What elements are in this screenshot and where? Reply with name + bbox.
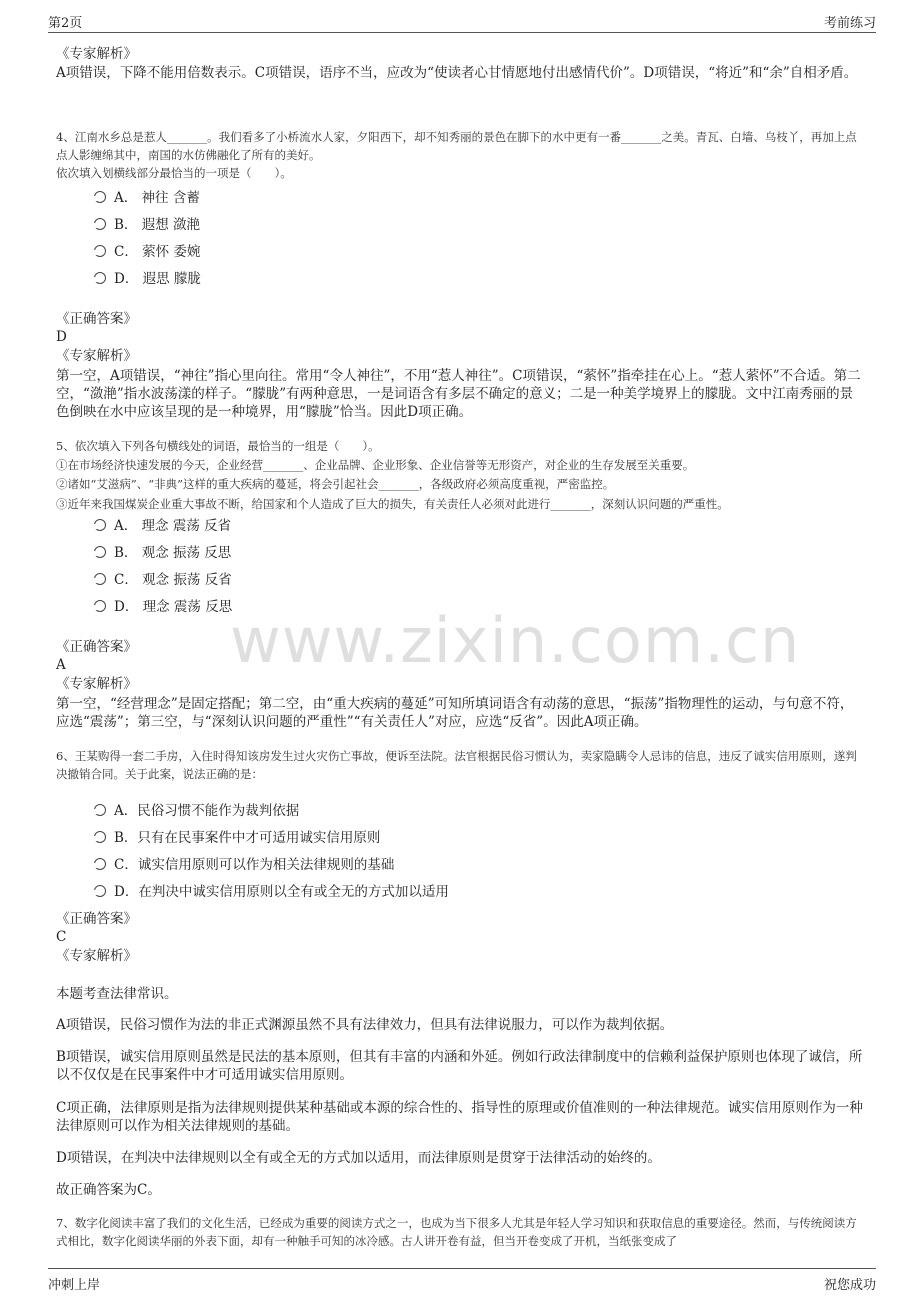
q5-answer-label: 《正确答案》 — [56, 639, 137, 655]
q5-option-a[interactable]: A． 理念 震荡 反省 — [94, 517, 231, 535]
q4-answer-label: 《正确答案》 — [56, 311, 137, 327]
q5-answer: A — [56, 657, 66, 673]
q4-stem: 4、江南水乡总是惹人_______。我们看多了小桥流水人家，夕阳西下，却不知秀丽的景色在脚下的水中更有一番_______之美。青瓦、白墙、乌枝丫，再加上点点人影缠绵其中，南国的水仿佛融化了所有的美好。 — [56, 130, 857, 162]
q5-option-d[interactable]: D． 理念 震荡 反思 — [94, 598, 232, 616]
q5-sentence-1: ①在市场经济快速发展的今天，企业经营_______、企业品牌、企业形象、企业信誉等无形资产，对企业的生存发展至关重要。 — [56, 458, 695, 472]
q5-stem: 5、依次填入下列各句横线处的词语，最恰当的一组是（ ）。 — [56, 439, 380, 453]
q5-option-c[interactable]: C． 观念 振荡 反省 — [94, 571, 232, 589]
radio-icon[interactable] — [94, 885, 106, 897]
q6-analysis-p5: D项错误，在判决中法律规则以全有或全无的方式加以适用，而法律原则是贯穿于法律活动的始终的。 — [56, 1150, 661, 1166]
radio-icon[interactable] — [94, 831, 106, 843]
q4-option-a[interactable]: A． 神往 含蓄 — [94, 189, 200, 207]
radio-icon[interactable] — [94, 519, 106, 531]
q5-sentence-3: ③近年来我国煤炭企业重大事故不断，给国家和个人造成了巨大的损失，有关责任人必须对此进行_______，深刻认识问题的严重性。 — [56, 497, 729, 511]
q6-option-b[interactable]: B．只有在民事案件中才可适用诚实信用原则 — [94, 829, 380, 847]
radio-icon[interactable] — [94, 546, 106, 558]
q4-analysis: 第一空，A项错误，“神往”指心里向往。常用“令人神往”，不用“惹人神往”。C项错误，“萦怀”指牵挂在心上。“惹人萦怀”不合适。第二空，“潋滟”指水波荡漾的样子。“朦胧”有两种意思，一是词语含有多层不确定的意义；二是一种美学境界上的朦胧。文中江南秀丽的景色倒映在水中应该呈现的是一种境界，用“朦胧”恰当。因此D项正确。 — [56, 368, 861, 420]
radio-icon[interactable] — [94, 804, 106, 816]
q4-option-b[interactable]: B． 遐想 潋滟 — [94, 216, 200, 234]
header-title: 考前练习 — [823, 16, 876, 31]
q6-analysis-p4: C项正确，法律原则是指为法律规则提供某种基础或本源的综合性的、指导性的原理或价值准则的一种法律规范。诚实信用原则作为一种法律原则可以作为相关法律规则的基础。 — [56, 1100, 863, 1134]
page-header — [48, 10, 876, 33]
radio-icon[interactable] — [94, 600, 106, 612]
radio-icon[interactable] — [94, 272, 106, 284]
q4-instruction: 依次填入划横线部分最恰当的一项是（ ）。 — [56, 166, 292, 180]
q6-analysis-p1: 本题考查法律常识。 — [56, 986, 178, 1002]
q6-analysis-p6: 故正确答案为C。 — [56, 1182, 161, 1198]
q5-sentence-2: ②诸如“艾滋病”、“非典”这样的重大疾病的蔓延，将会引起社会_______，各级政府必须高度重视，严密监控。 — [56, 477, 615, 491]
footer-right: 祝您成功 — [823, 1278, 876, 1293]
radio-icon[interactable] — [94, 858, 106, 870]
q6-option-c[interactable]: C．诚实信用原则可以作为相关法律规则的基础 — [94, 856, 394, 874]
q4-option-d[interactable]: D． 遐思 朦胧 — [94, 270, 201, 288]
radio-icon[interactable] — [94, 245, 106, 257]
q6-answer: C — [56, 929, 67, 945]
footer-left: 冲刺上岸 — [48, 1278, 101, 1293]
q5-analysis-label: 《专家解析》 — [56, 676, 137, 692]
q4-option-c[interactable]: C． 萦怀 委婉 — [94, 243, 200, 261]
q6-analysis-p2: A项错误，民俗习惯作为法的非正式渊源虽然不具有法律效力，但具有法律说服力，可以作为裁判依据。 — [56, 1017, 674, 1033]
q4-analysis-label: 《专家解析》 — [56, 348, 137, 364]
q4-answer: D — [56, 329, 67, 345]
q5-option-b[interactable]: B． 观念 振荡 反思 — [94, 544, 231, 562]
q6-analysis-label: 《专家解析》 — [56, 948, 137, 964]
radio-icon[interactable] — [94, 573, 106, 585]
q3-analysis-label: 《专家解析》 — [56, 46, 137, 62]
q3-analysis: A项错误，下降不能用倍数表示。C项错误，语序不当，应改为“使读者心甘情愿地付出感情代价”。D项错误，“将近”和“余”自相矛盾。 — [56, 65, 858, 81]
q6-answer-label: 《正确答案》 — [56, 911, 137, 927]
q6-stem: 6、王某购得一套二手房，入住时得知该房发生过火灾伤亡事故，便诉至法院。法官根据民俗习惯认为，卖家隐瞒令人忌讳的信息，违反了诚实信用原则，遂判决撤销合同。关于此案，说法正确的是： — [56, 749, 857, 781]
watermark: www.zixin.com.cn — [230, 604, 801, 677]
q7-stem: 7、数字化阅读丰富了我们的文化生活，已经成为重要的阅读方式之一，也成为当下很多人尤其是年轻人学习知识和获取信息的重要途径。然而，与传统阅读方式相比，数字化阅读华丽的外表下面，却有一种触手可知的冰冷感。古人讲开卷有益，但当开卷变成了开机，当纸张变成了 — [56, 1216, 857, 1248]
q6-option-d[interactable]: D．在判决中诚实信用原则以全有或全无的方式加以适用 — [94, 883, 449, 901]
page-footer — [48, 1268, 876, 1295]
radio-icon[interactable] — [94, 191, 106, 203]
radio-icon[interactable] — [94, 218, 106, 230]
q6-option-a[interactable]: A．民俗习惯不能作为裁判依据 — [94, 802, 299, 820]
q5-analysis: 第一空，“经营理念”是固定搭配；第二空，由“重大疾病的蔓延”可知所填词语含有动荡的意思，“振荡”指物理性的运动，与句意不符，应选“震荡”；第三空，与“深刻认识问题的严重性”“有关责任人”对应，应选“反省”。因此A项正确。 — [56, 696, 854, 730]
page-number: 第2页 — [48, 16, 83, 31]
q6-analysis-p3: B项错误，诚实信用原则虽然是民法的基本原则，但其有丰富的内涵和外延。例如行政法律制度中的信赖利益保护原则也体现了诚信，所以不仅仅是在民事案件中才可适用诚实信用原则。 — [56, 1049, 863, 1083]
